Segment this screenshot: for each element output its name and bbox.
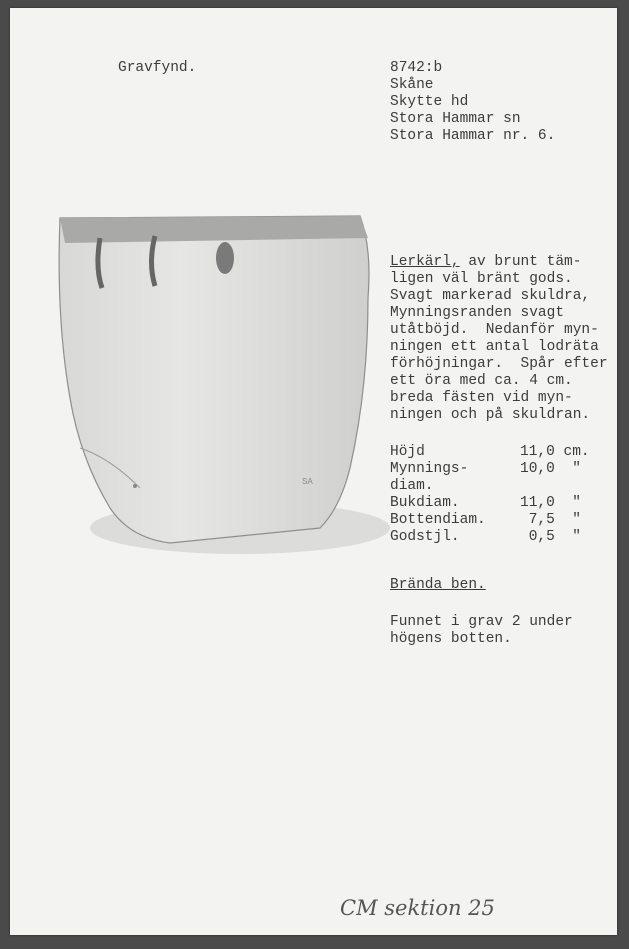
bones-line: Funnet i grav 2 under <box>390 614 573 630</box>
measurement-value: 10,0 " <box>520 461 581 477</box>
measurement-label: Bottendiam. <box>390 512 486 528</box>
bones-line: högens botten. <box>390 631 512 647</box>
description-line: av brunt täm- <box>459 254 582 270</box>
measurement-row <box>390 512 629 529</box>
location-line: Stora Hammar sn <box>390 111 521 127</box>
measurement-label: Bukdiam. <box>390 495 460 511</box>
description-line: ett öra med ca. 4 cm. <box>390 373 573 389</box>
measurement-label: Mynnings- <box>390 461 469 477</box>
measurements-table <box>390 444 629 554</box>
measurement-label: Godstjl. <box>390 529 460 545</box>
location-line: Stora Hammar nr. 6. <box>390 128 556 144</box>
measurement-value: 0,5 " <box>520 529 581 545</box>
handwritten-note: CM sektion 25 <box>340 896 495 920</box>
description-line: ligen väl bränt gods. <box>390 271 573 287</box>
bones-heading: Brända ben. <box>390 577 486 593</box>
description-line: utåtböjd. Nedanför myn- <box>390 322 599 338</box>
description-heading: Lerkärl, <box>390 254 460 270</box>
measurement-label: Höjd <box>390 444 425 460</box>
pot-drawing <box>50 208 390 568</box>
location-line: Skytte hd <box>390 94 469 110</box>
location-line: Skåne <box>390 77 434 93</box>
catalog-number: 8742:b <box>390 60 443 76</box>
description-line: ningen och på skuldran. <box>390 407 591 423</box>
description-line: Mynningsranden svagt <box>390 305 565 321</box>
description <box>390 254 581 271</box>
artist-initials: SA <box>302 477 313 487</box>
measurement-row <box>390 444 629 461</box>
description-line: breda fästen vid myn- <box>390 390 573 406</box>
description-line: ningen ett antal lodräta <box>390 339 599 355</box>
measurement-row <box>390 495 629 512</box>
measurement-value: 7,5 " <box>520 512 581 528</box>
description-line: Svagt markerad skuldra, <box>390 288 591 304</box>
category-label: Gravfynd. <box>118 60 197 76</box>
measurement-row <box>390 529 629 546</box>
measurement-label: diam. <box>390 478 434 494</box>
description-line: förhöjningar. Spår efter <box>390 356 608 372</box>
catalog-card <box>10 8 617 935</box>
measurement-row <box>390 478 629 495</box>
measurement-value: 11,0 " <box>520 495 581 511</box>
measurement-row <box>390 461 629 478</box>
measurement-value: 11,0 cm. <box>520 444 590 460</box>
